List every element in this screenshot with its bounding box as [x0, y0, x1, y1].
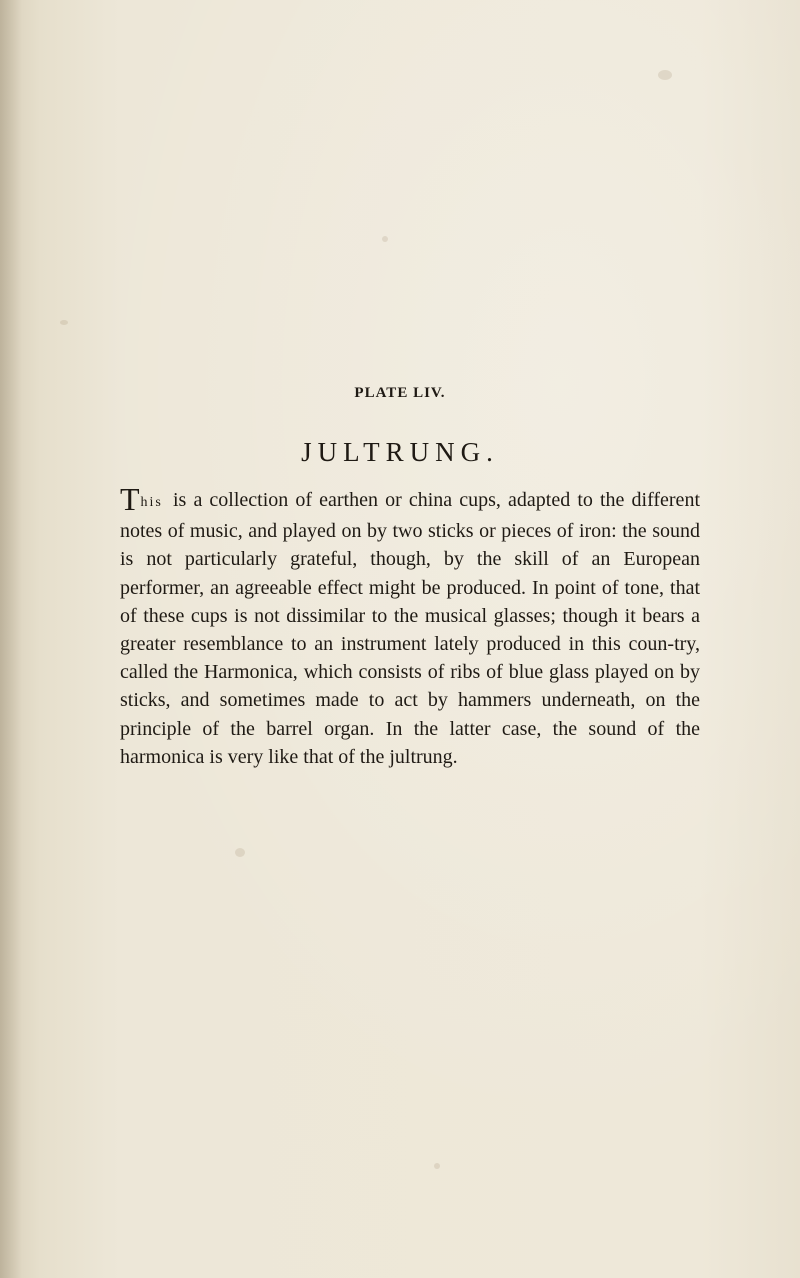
- foxing-spot: [235, 848, 245, 857]
- foxing-spot: [60, 320, 68, 325]
- small-caps-word: his: [140, 495, 163, 510]
- page-title: JULTRUNG.: [301, 437, 499, 467]
- body-paragraph: [120, 481, 700, 771]
- plate-label: PLATE LIV.: [354, 385, 446, 401]
- drop-cap: T: [120, 481, 140, 517]
- foxing-spot: [434, 1163, 440, 1169]
- foxing-spot: [382, 236, 388, 242]
- paragraph-text: is a collection of earthen or china cups, adapted to the different notes of music, and played on by two sticks or pieces of iron: the sound is not particularly grateful, though, by the skill of an European performer, an agreeable effect might be produced. In point of tone, that of these cups is not dissimilar to the musical glasses; though it bears a greater resemblance to an instrument lately produced in this coun-try, called the Harmonica, which consists of ribs of blue glass played on by sticks, and sometimes made to act by hammers underneath, on the principle of the barrel organ. In the latter case, the sound of the harmonica is very like that of the jultrung.: [120, 489, 700, 768]
- gutter-shadow: [0, 0, 22, 1278]
- foxing-spot: [658, 70, 672, 80]
